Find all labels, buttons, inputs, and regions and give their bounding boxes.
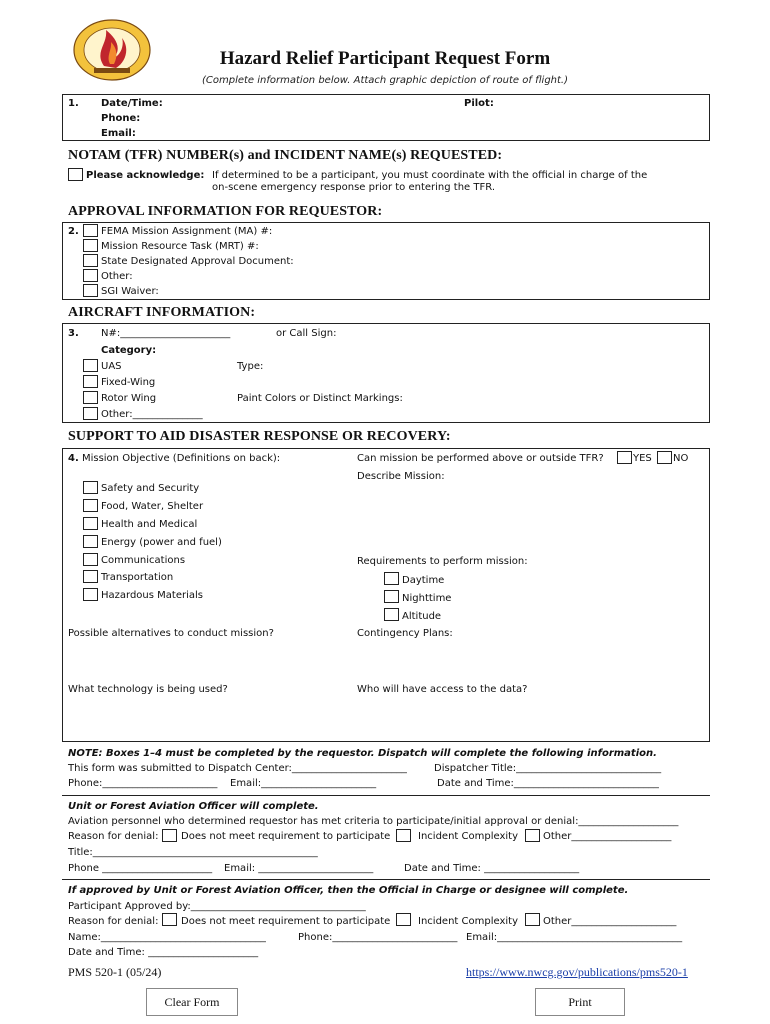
mrt-label: Mission Resource Task (MRT) #:: [101, 241, 259, 252]
nighttime-label: Nighttime: [402, 593, 452, 604]
form-id: PMS 520-1 (05/24): [68, 965, 162, 979]
aircraft-other-checkbox[interactable]: [83, 407, 98, 420]
divider-1: [62, 795, 710, 796]
sgi-waiver-checkbox[interactable]: [83, 284, 98, 297]
energy-label: Energy (power and fuel): [101, 537, 222, 548]
official-date-time-field: Date and Time: ______________________: [68, 947, 259, 958]
nighttime-checkbox[interactable]: [384, 590, 399, 603]
altitude-checkbox[interactable]: [384, 608, 399, 621]
mission-objective-label: [68, 453, 280, 464]
form-title: Hazard Relief Participant Request Form: [219, 48, 551, 69]
phone-label: Phone:: [101, 113, 141, 124]
official-other-checkbox[interactable]: [525, 913, 540, 926]
fema-ma-checkbox[interactable]: [83, 224, 98, 237]
unit-not-meet-checkbox[interactable]: [162, 829, 177, 842]
unit-complexity-checkbox[interactable]: [396, 829, 411, 842]
official-name-field: Name:_________________________________: [68, 932, 266, 943]
unit-reason-label: Reason for denial:: [68, 831, 159, 842]
rotor-wing-checkbox[interactable]: [83, 391, 98, 404]
no-checkbox[interactable]: [657, 451, 672, 464]
unit-email-field: Email: _______________________: [224, 863, 374, 874]
paint-markings-label: Paint Colors or Distinct Markings:: [237, 393, 403, 404]
data-access-label: Who will have access to the data?: [357, 684, 528, 695]
communications-checkbox[interactable]: [83, 553, 98, 566]
section-3-number: 3.: [68, 328, 79, 339]
yes-label: YES: [633, 453, 652, 464]
approval-heading: APPROVAL INFORMATION FOR REQUESTOR:: [68, 204, 383, 219]
official-not-meet-label: Does not meet requirement to participate: [181, 916, 391, 927]
safety-security-checkbox[interactable]: [83, 481, 98, 494]
form-subtitle: (Complete information below. Attach graphic depiction of route of flight.): [201, 75, 569, 86]
notam-heading: NOTAM (TFR) NUMBER(s) and INCIDENT NAME(s) REQUESTED:: [68, 148, 503, 163]
health-medical-label: Health and Medical: [101, 519, 198, 530]
above-outside-tfr-label: Can mission be performed above or outside TFR?: [357, 453, 604, 464]
section-1-number: 1.: [68, 98, 79, 109]
unit-other-label: Other____________________: [543, 831, 672, 842]
n-number-label: N#:______________________: [101, 328, 231, 339]
describe-mission-label: Describe Mission:: [357, 471, 445, 482]
technology-label: What technology is being used?: [68, 684, 228, 695]
requirements-label: Requirements to perform mission:: [357, 556, 528, 567]
support-heading: SUPPORT TO AID DISASTER RESPONSE OR RECOVERY:: [68, 429, 451, 444]
acknowledge-text-2: on-scene emergency response prior to entering the TFR.: [212, 182, 496, 193]
transportation-label: Transportation: [101, 572, 174, 583]
state-approval-label: State Designated Approval Document:: [101, 256, 294, 267]
health-medical-checkbox[interactable]: [83, 517, 98, 530]
transportation-checkbox[interactable]: [83, 570, 98, 583]
hazardous-materials-label: Hazardous Materials: [101, 590, 203, 601]
food-water-shelter-checkbox[interactable]: [83, 499, 98, 512]
hazardous-materials-checkbox[interactable]: [83, 588, 98, 601]
food-water-shelter-label: Food, Water, Shelter: [101, 501, 204, 512]
fema-ma-label: FEMA Mission Assignment (MA) #:: [101, 226, 273, 237]
pilot-label: Pilot:: [464, 98, 494, 109]
dispatcher-title-field: Dispatcher Title:_____________________________: [434, 763, 662, 774]
dispatch-phone-field: Phone:_______________________: [68, 778, 218, 789]
aviation-personnel-field: Aviation personnel who determined requestor has met criteria to participate/initial approval or denial:____________________: [68, 816, 679, 827]
call-sign-label: or Call Sign:: [276, 328, 337, 339]
dispatch-note: NOTE: Boxes 1–4 must be completed by the requestor. Dispatch will complete the following information.: [68, 748, 657, 759]
alternatives-label: Possible alternatives to conduct mission?: [68, 628, 274, 639]
unit-other-checkbox[interactable]: [525, 829, 540, 842]
acknowledge-checkbox[interactable]: [68, 168, 83, 181]
sgi-waiver-label: SGI Waiver:: [101, 286, 159, 297]
approval-other-label: Other:: [101, 271, 133, 282]
section-2-number: 2.: [68, 226, 79, 237]
state-approval-checkbox[interactable]: [83, 254, 98, 267]
energy-checkbox[interactable]: [83, 535, 98, 548]
uas-label: UAS: [101, 361, 122, 372]
participant-approved-by-field: Participant Approved by:___________________________________: [68, 901, 366, 912]
dispatch-center-field: This form was submitted to Dispatch Center:_______________________: [68, 763, 407, 774]
yes-checkbox[interactable]: [617, 451, 632, 464]
official-other-label: Other_____________________: [543, 916, 677, 927]
no-label: NO: [673, 453, 689, 464]
official-complexity-checkbox[interactable]: [396, 913, 411, 926]
mrt-checkbox[interactable]: [83, 239, 98, 252]
unit-title-field: Title:_____________________________________________: [68, 847, 318, 858]
official-heading: If approved by Unit or Forest Aviation Officer, then the Official in Charge or designee will complete.: [68, 885, 629, 896]
safety-security-label: Safety and Security: [101, 483, 200, 494]
unit-date-time-field: Date and Time: ___________________: [404, 863, 580, 874]
fixed-wing-checkbox[interactable]: [83, 375, 98, 388]
dispatch-email-field: Email:_______________________: [230, 778, 377, 789]
unit-officer-heading: Unit or Forest Aviation Officer will complete.: [68, 801, 319, 812]
unit-complexity-label: Incident Complexity: [418, 831, 518, 842]
communications-label: Communications: [101, 555, 186, 566]
rotor-wing-label: Rotor Wing: [101, 393, 157, 404]
type-label: Type:: [237, 361, 264, 372]
approval-other-checkbox[interactable]: [83, 269, 98, 282]
official-not-meet-checkbox[interactable]: [162, 913, 177, 926]
altitude-label: Altitude: [402, 611, 442, 622]
aircraft-heading: AIRCRAFT INFORMATION:: [68, 305, 256, 320]
official-email-field: Email:_____________________________________: [466, 932, 683, 943]
unit-phone-field: Phone ______________________: [68, 863, 213, 874]
uas-checkbox[interactable]: [83, 359, 98, 372]
category-label: Category:: [101, 345, 157, 356]
section-4-number: 4.: [68, 453, 79, 464]
official-complexity-label: Incident Complexity: [418, 916, 518, 927]
unit-not-meet-label: Does not meet requirement to participate: [181, 831, 391, 842]
mission-objective-text: Mission Objective (Definitions on back):: [81, 453, 281, 464]
print-button[interactable]: Print: [535, 988, 625, 1016]
clear-form-button[interactable]: Clear Form: [146, 988, 238, 1016]
acknowledge-text-1: If determined to be a participant, you must coordinate with the official in charge of the: [212, 170, 648, 181]
date-time-label: Date/Time:: [101, 98, 163, 109]
dispatch-date-time-field: Date and Time:_____________________________: [437, 778, 659, 789]
fixed-wing-label: Fixed-Wing: [101, 377, 156, 388]
contingency-label: Contingency Plans:: [357, 628, 453, 639]
aircraft-other-label: Other:______________: [101, 409, 203, 420]
publication-link[interactable]: https://www.nwcg.gov/publications/pms520-1: [466, 965, 688, 979]
daytime-checkbox[interactable]: [384, 572, 399, 585]
divider-2: [62, 879, 710, 880]
official-reason-label: Reason for denial:: [68, 916, 159, 927]
acknowledge-label: Please acknowledge:: [86, 170, 205, 181]
email-label: Email:: [101, 128, 136, 139]
official-phone-field: Phone:_________________________: [298, 932, 458, 943]
daytime-label: Daytime: [402, 575, 445, 586]
